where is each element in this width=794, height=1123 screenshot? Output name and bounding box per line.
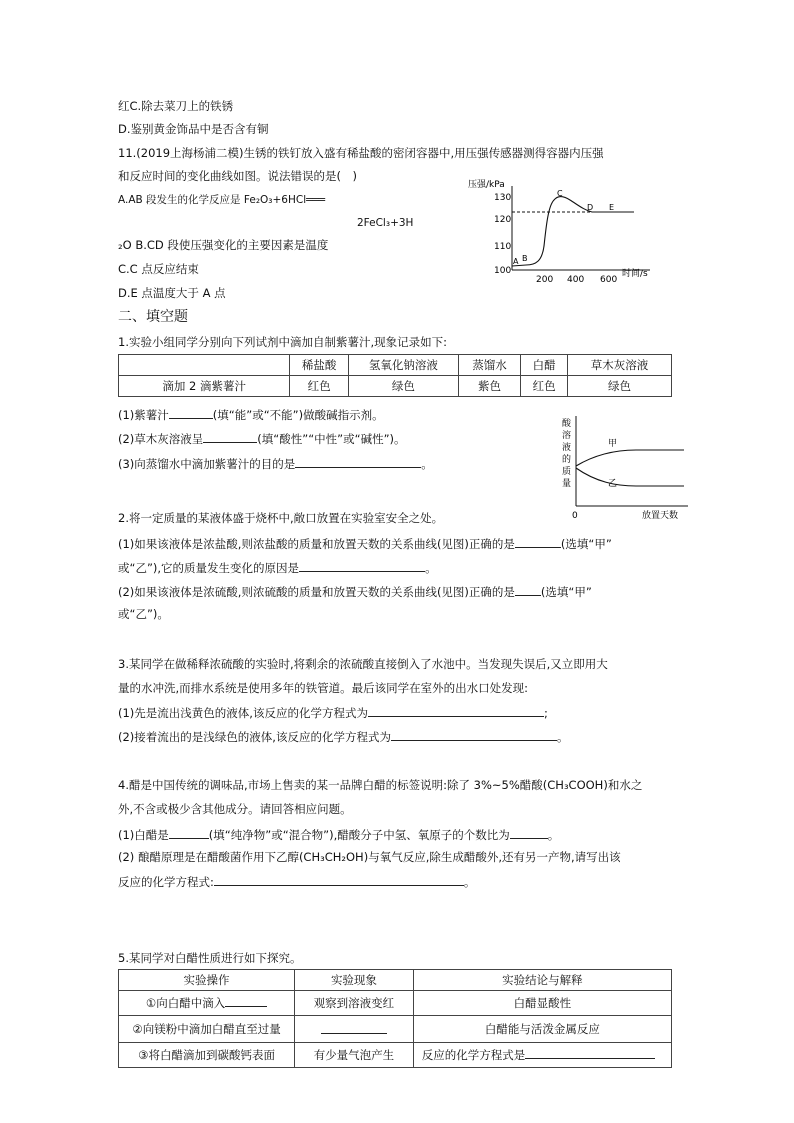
table-cell: 实验结论与解释 — [413, 970, 671, 991]
point-e: E — [609, 203, 615, 212]
answer-blank[interactable] — [525, 1047, 655, 1059]
question-1-text: 1.实验小组同学分别向下列试剂中滴加自制紫薯汁,现象记录如下: — [118, 335, 447, 349]
table-cell: 有少量气泡产生 — [295, 1043, 414, 1068]
chart2-ylabel-char: 酸 — [562, 419, 572, 429]
pressure-curve — [512, 197, 634, 266]
q4-part2: (2) 酿醋原理是在醋酸菌作用下乙醇(CH₃CH₂OH)与氧气反应,除生成醋酸外,还有另一产物,请写出该 — [118, 850, 621, 864]
answer-blank[interactable] — [391, 729, 557, 741]
section-heading: 二、填空题 — [118, 309, 188, 325]
table-cell: 反应的化学方程式是 — [413, 1043, 671, 1068]
xtick-400: 400 — [567, 275, 585, 285]
point-d: D — [587, 203, 594, 212]
series-yi-label: 乙 — [608, 479, 618, 489]
chart2-ylabel-char: 的 — [562, 455, 572, 465]
table-row — [119, 991, 672, 1016]
table-row — [119, 1043, 672, 1068]
option-c-text: 红C.除去菜刀上的铁锈 — [118, 99, 234, 113]
answer-blank[interactable] — [225, 995, 267, 1007]
question-4-text-2: 外,不含或极少含其他成分。请回答相应问题。 — [118, 802, 352, 816]
series-jia-curve — [576, 450, 684, 466]
chart1-ylabel: 压强/kPa — [468, 180, 505, 190]
table-cell: 红色 — [290, 376, 349, 397]
question-11-text: 11.(2019上海杨浦二模)生锈的铁钉放入盛有稀盐酸的密闭容器中,用压强传感器测得容器内压强 — [118, 146, 604, 160]
table-cell — [119, 355, 290, 376]
point-c: C — [557, 189, 563, 198]
point-b: B — [522, 254, 528, 263]
table-cell: 白醋能与活泼金属反应 — [413, 1016, 671, 1043]
vinegar-experiment-table — [118, 969, 672, 1068]
question-2-text: 2.将一定质量的某液体盛于烧杯中,敞口放置在实验室安全之处。 — [118, 511, 444, 525]
table-cell: 实验现象 — [295, 970, 414, 991]
table-cell: 绿色 — [348, 376, 458, 397]
table-cell: 绿色 — [567, 376, 671, 397]
table-row — [119, 355, 672, 376]
answer-blank[interactable] — [510, 827, 548, 839]
ytick-130: 130 — [494, 193, 512, 203]
answer-blank[interactable] — [169, 827, 209, 839]
table-cell: ③将白醋滴加到碳酸钙表面 — [119, 1043, 295, 1068]
q2-part1-cont: 或“乙”),它的质量发生变化的原因是 。 — [118, 561, 437, 575]
point-a: A — [513, 257, 519, 266]
table-cell: ①向白醋中滴入 — [119, 991, 295, 1016]
table-cell: 蒸馏水 — [458, 355, 520, 376]
chart1-xlabel: 时间/s — [622, 269, 648, 279]
q11-option-c: C.C 点反应结束 — [118, 262, 199, 276]
q3-part2: (2)接着流出的是浅绿色的液体,该反应的化学方程式为 。 — [118, 730, 569, 744]
table-cell: 白醋显酸性 — [413, 991, 671, 1016]
chart2-xlabel: 放置天数 — [642, 511, 679, 521]
q2-part2-cont: 或“乙”)。 — [118, 607, 169, 621]
table-cell: 观察到溶液变红 — [295, 991, 414, 1016]
ytick-110: 110 — [494, 242, 512, 252]
indicator-table — [118, 354, 672, 397]
table-cell: 紫色 — [458, 376, 520, 397]
table-cell — [295, 1016, 414, 1043]
q1-part2: (2)草木灰溶液呈 (填“酸性”“中性”或“碱性”)。 — [118, 432, 406, 446]
series-jia-label: 甲 — [608, 439, 618, 449]
table-cell: 草木灰溶液 — [567, 355, 671, 376]
table-cell: 白醋 — [521, 355, 568, 376]
chart2-ylabel-char: 量 — [562, 479, 572, 489]
chart2-origin: 0 — [572, 511, 578, 521]
table-row — [119, 1016, 672, 1043]
chart2-ylabel-char: 溶 — [562, 431, 572, 441]
q3-part1: (1)先是流出浅黄色的液体,该反应的化学方程式为 ; — [118, 706, 548, 720]
q1-part3: (3)向蒸馏水中滴加紫薯汁的目的是 。 — [118, 457, 433, 471]
q4-part2-cont: 反应的化学方程式: 。 — [118, 875, 476, 889]
q1-part1: (1)紫薯汁 (填“能”或“不能”)做酸碱指示剂。 — [118, 408, 384, 422]
table-cell: 滴加 2 滴紫薯汁 — [119, 376, 290, 397]
question-3-text-2: 量的水冲洗,而排水系统是使用多年的铁管道。最后该同学在室外的出水口处发现: — [118, 681, 529, 695]
q11-option-d: D.E 点温度大于 A 点 — [118, 286, 226, 300]
q4-part1: (1)白醋是 (填“纯净物”或“混合物”),醋酸分子中氢、氧原子的个数比为 。 — [118, 828, 560, 842]
chart2-ylabel-char: 液 — [562, 443, 572, 453]
series-yi-curve — [576, 468, 684, 486]
question-4-text: 4.醋是中国传统的调味品,市场上售卖的某一品牌白醋的标签说明:除了 3%~5%醋酸(CH₃COOH)和水之 — [118, 778, 643, 792]
ytick-100: 100 — [494, 266, 512, 276]
answer-blank[interactable] — [169, 407, 213, 419]
answer-blank[interactable] — [214, 874, 464, 886]
table-cell: 氢氧化钠溶液 — [348, 355, 458, 376]
pressure-time-chart — [464, 176, 664, 286]
xtick-200: 200 — [536, 275, 554, 285]
table-cell: 红色 — [521, 376, 568, 397]
xtick-600: 600 — [600, 275, 618, 285]
question-5-text: 5.某同学对白醋性质进行如下探究。 — [118, 951, 302, 965]
answer-blank[interactable] — [299, 560, 425, 572]
q11-option-a-cont: 2FeCl₃+3H — [357, 217, 414, 229]
table-cell: 实验操作 — [119, 970, 295, 991]
chart2-ylabel-char: 质 — [562, 467, 572, 477]
question-3-text: 3.某同学在做稀释浓硫酸的实验时,将剩余的浓硫酸直接倒入了水池中。当发现失误后,又立即用大 — [118, 657, 608, 671]
answer-blank[interactable] — [321, 1022, 387, 1034]
mass-days-chart — [556, 410, 696, 524]
table-row — [119, 970, 672, 991]
q11-option-a: A.AB 段发生的化学反应是 Fe₂O₃+6HCl═══ — [118, 194, 326, 206]
question-11-text-2: 和反应时间的变化曲线如图。说法错误的是( ) — [118, 169, 357, 183]
answer-blank[interactable] — [515, 536, 561, 548]
table-cell: ②向镁粉中滴加白醋直至过量 — [119, 1016, 295, 1043]
q2-part1: (1)如果该液体是浓盐酸,则浓盐酸的质量和放置天数的关系曲线(见图)正确的是 (选填“甲” — [118, 537, 612, 551]
answer-blank[interactable] — [295, 456, 421, 468]
answer-blank[interactable] — [203, 431, 257, 443]
answer-blank[interactable] — [515, 584, 541, 596]
ytick-120: 120 — [494, 215, 512, 225]
table-row — [119, 376, 672, 397]
q11-option-b: ₂O B.CD 段使压强变化的主要因素是温度 — [118, 238, 329, 252]
answer-blank[interactable] — [368, 705, 544, 717]
q2-part2: (2)如果该液体是浓硫酸,则浓硫酸的质量和放置天数的关系曲线(见图)正确的是 (选填“甲” — [118, 585, 592, 599]
option-d-text: D.鉴别黄金饰品中是否含有铜 — [118, 122, 269, 136]
table-cell: 稀盐酸 — [290, 355, 349, 376]
